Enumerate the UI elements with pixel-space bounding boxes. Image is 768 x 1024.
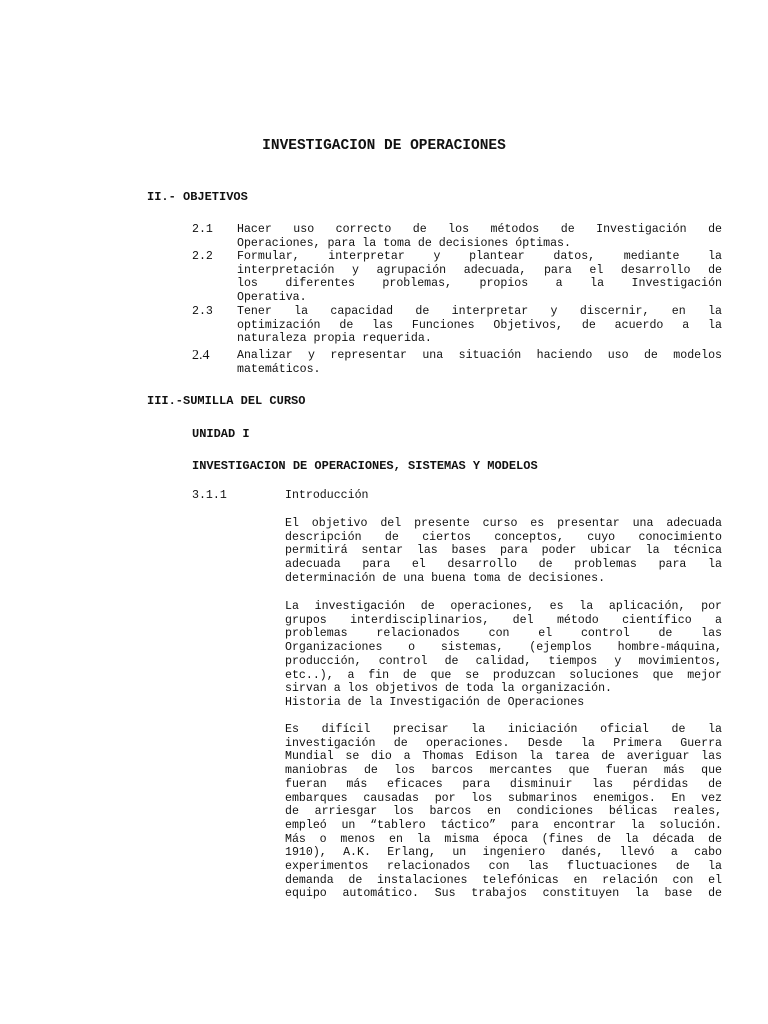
text-line: matemáticos.	[237, 362, 321, 376]
section-objetivos-heading: II.- OBJETIVOS	[147, 190, 248, 204]
text-line: investigación de operaciones. Desde la Primera Guerra	[285, 736, 722, 750]
objective-text	[237, 349, 722, 376]
text-line: El objetivo del presente curso es presentar una adecuada	[285, 517, 722, 530]
text-line: fueran más eficaces para disminuir las pérdidas de	[285, 777, 722, 791]
text-line: experimentos relacionados con las fluctuaciones de la	[285, 860, 722, 874]
text-line: equipo automático. Sus trabajos constituyen la base de	[285, 887, 722, 901]
text-line: problemas relacionados con el control de las	[285, 627, 722, 641]
text-line: Es difícil precisar la iniciación oficial de la	[285, 723, 722, 736]
text-line: demanda de instalaciones telefónicas en relación con el	[285, 873, 722, 887]
objective-text	[237, 305, 722, 346]
text-line: descripción de ciertos conceptos, cuyo conocimiento	[285, 530, 722, 544]
text-line: 1910), A.K. Erlang, un ingeniero danés, llevó a cabo	[285, 846, 722, 860]
text-line: Tener la capacidad de interpretar y discernir, en la	[237, 305, 722, 318]
text-line: de arriesgar los barcos en condiciones bélicas reales,	[285, 805, 722, 819]
unit-title: INVESTIGACION DE OPERACIONES, SISTEMAS Y MODELOS	[192, 459, 538, 473]
text-line: Formular, interpretar y plantear datos, mediante la	[237, 250, 722, 263]
objective-number: 2.2	[192, 250, 213, 263]
text-line: Más o menos en la misma época (fines de la década de	[285, 832, 722, 846]
paragraph	[285, 517, 722, 586]
text-line: Organizaciones o sistemas, (ejemplos hombre-máquina,	[285, 641, 722, 655]
text-line: sirvan a los objetivos de toda la organización.	[285, 682, 612, 696]
text-line: optimización de las Funciones Objetivos, de acuerdo a la	[237, 318, 722, 332]
paragraph	[285, 723, 722, 901]
text-line: Operaciones, para la toma de decisiones óptimas.	[237, 236, 571, 250]
objective-number: 2.4	[192, 348, 210, 363]
history-heading: Historia de la Investigación de Operaciones	[285, 695, 585, 709]
text-line: etc..), a fin de que se produzcan soluciones que mejor	[285, 668, 722, 682]
text-line: maniobras de los barcos mercantes que fueran más que	[285, 764, 722, 778]
text-line: embarques causadas por los submarinos enemigos. En vez	[285, 791, 722, 805]
text-line: los diferentes problemas, propios a la Investigación	[237, 277, 722, 291]
text-line: Mundial se dio a Thomas Edison la tarea de averiguar las	[285, 750, 722, 764]
text-line: La investigación de operaciones, es la aplicación, por	[285, 600, 722, 613]
objective-number: 2.3	[192, 305, 213, 318]
document-title: INVESTIGACION DE OPERACIONES	[262, 138, 506, 154]
text-line: permitirá sentar las bases para poder ubicar la técnica	[285, 544, 722, 558]
text-line: naturaleza propia requerida.	[237, 332, 432, 346]
objective-number: 2.1	[192, 223, 213, 236]
text-line: Hacer uso correcto de los métodos de Investigación de	[237, 223, 722, 236]
objective-text	[237, 250, 722, 305]
subsection-title: Introducción	[285, 489, 369, 502]
section-sumilla-heading: III.-SUMILLA DEL CURSO	[147, 394, 306, 408]
unit-heading: UNIDAD I	[192, 427, 250, 441]
text-line: Operativa.	[237, 291, 307, 305]
subsection-number: 3.1.1	[192, 489, 227, 502]
text-line: adecuada para el desarrollo de problemas para la	[285, 558, 722, 572]
text-line: producción, control de calidad, tiempos y movimientos,	[285, 654, 722, 668]
text-line: empleó un “tablero táctico” para encontrar la solución.	[285, 818, 722, 832]
text-line: interpretación y agrupación adecuada, para el desarrollo de	[237, 263, 722, 277]
text-line: determinación de una buena toma de decisiones.	[285, 571, 606, 585]
paragraph	[285, 600, 722, 710]
text-line: Analizar y representar una situación haciendo uso de modelos	[237, 349, 722, 362]
text-line: grupos interdisciplinarios, del método científico a	[285, 613, 722, 627]
objective-text	[237, 223, 722, 250]
